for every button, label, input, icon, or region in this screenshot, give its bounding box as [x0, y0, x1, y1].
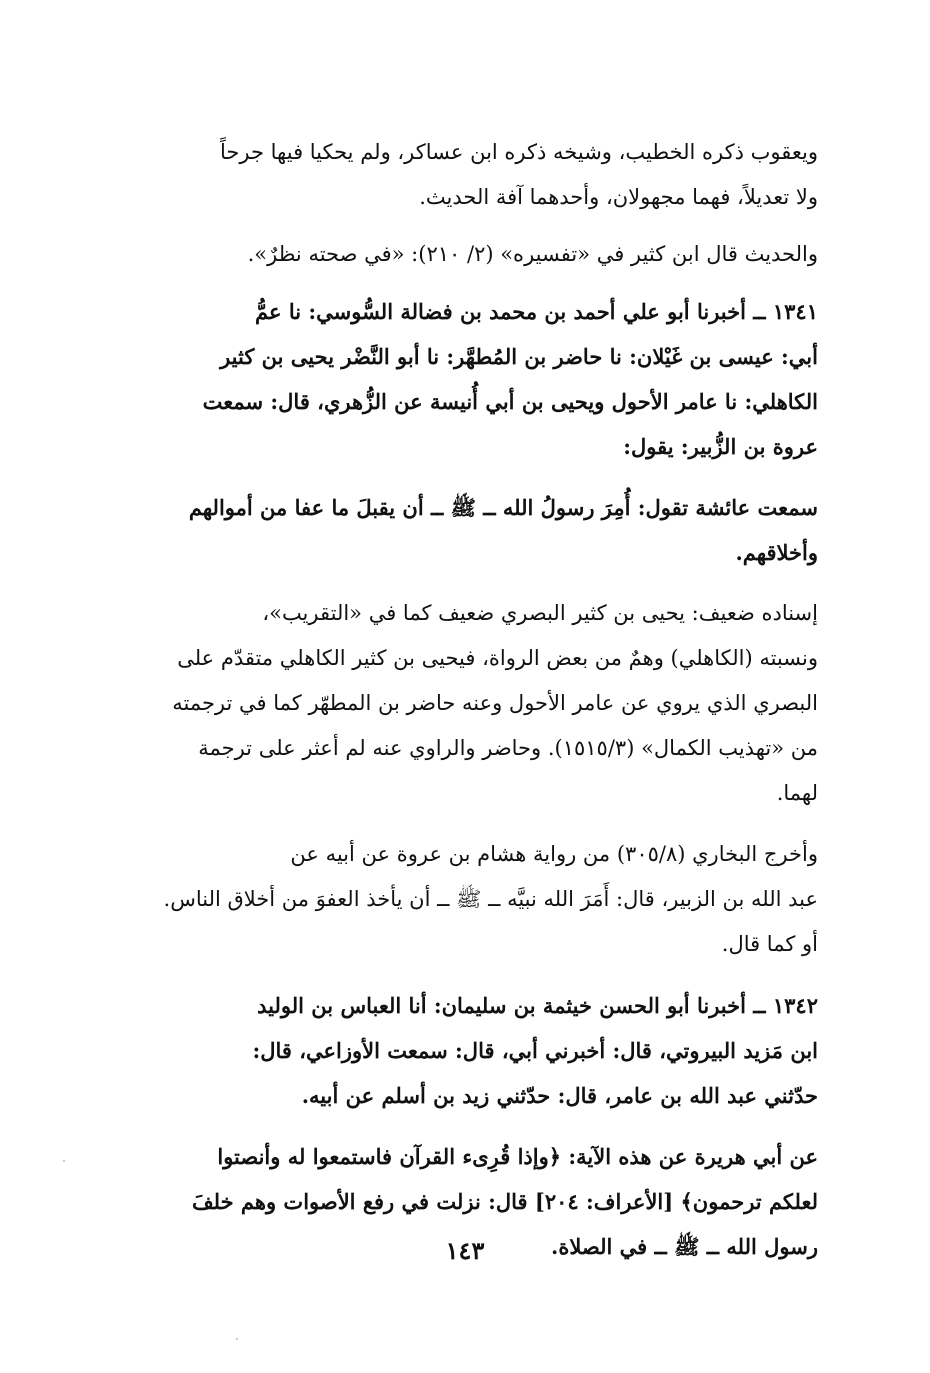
hadith-1341-matn: [128, 485, 818, 575]
text-line: حدّثني عبد الله بن عامر، قال: حدّثني زيد بن أسلم عن أبيه.: [301, 1083, 818, 1108]
text-line: إسناده ضعيف: يحيى بن كثير البصري ضعيف كما في «التقريب»،: [262, 601, 818, 625]
paragraph-narrators-unknown: [128, 130, 818, 220]
text-line: عروة بن الزُّبير: يقول:: [623, 434, 818, 459]
paragraph-ibn-kathir-note: [128, 232, 818, 277]
text-line: عبد الله بن الزبير، قال: أَمَرَ الله نبيَّه ــ ﷺ ــ أن يأخذ العفوَ من أخلاق الناس.: [163, 887, 818, 911]
text-line: والحديث قال ابن كثير في «تفسيره» (٢/ ٢١٠): «في صحته نظرٌ».: [247, 242, 818, 266]
text-line: رسول الله ــ ﷺ ــ في الصلاة.: [551, 1234, 818, 1259]
hadith-1341-isnad: [128, 289, 818, 469]
scan-speck: [63, 1160, 65, 1162]
paragraph-isnad-grading: [128, 591, 818, 816]
text-line: ويعقوب ذكره الخطيب، وشيخه ذكره ابن عساكر، ولم يحكيا فيها جرحاً: [220, 140, 818, 164]
text-line: لعلكم ترحمون﴾ [الأعراف: ٢٠٤] قال: نزلت في رفع الأصوات وهم خلفَ: [191, 1189, 818, 1214]
text-line: وأخلاقهم.: [735, 540, 818, 565]
text-line: ونسبته (الكاهلي) وهمٌ من بعض الرواة، فيحيى بن كثير الكاهلي متقدّم على: [177, 646, 818, 670]
text-line: وأخرج البخاري (٣٠٥/٨) من رواية هشام بن عروة عن أبيه عن: [290, 842, 818, 866]
text-line: ابن مَزيد البيروتي، قال: أخبرني أبي، قال: سمعت الأوزاعي، قال:: [252, 1038, 818, 1063]
scan-speck: [236, 1338, 238, 1340]
text-line: ١٣٤١ ــ أخبرنا أبو علي أحمد بن محمد بن فضالة السُّوسي: نا عمُّ: [255, 299, 818, 324]
text-line: الكاهلي: نا عامر الأحول ويحيى بن أبي أُنيسة عن الزُّهري، قال: سمعت: [202, 389, 818, 414]
page-number: ١٤٣: [445, 1236, 485, 1265]
text-line: أبي: عيسى بن غَيْلان: نا حاضر بن المُطهَّر: نا أبو النَّضْر يحيى بن كثير: [220, 344, 818, 369]
text-line: من «تهذيب الكمال» (١٥١٥/٣). وحاضر والراوي عنه لم أعثر على ترجمة: [198, 736, 818, 760]
text-line: ١٣٤٢ ــ أخبرنا أبو الحسن خيثمة بن سليمان: أنا العباس بن الوليد: [257, 993, 818, 1018]
text-line: عن أبي هريرة عن هذه الآية: ﴿وإذا قُرِىء القرآن فاستمعوا له وأنصتوا: [217, 1144, 818, 1169]
text-line: ولا تعديلاً، فهما مجهولان، وأحدهما آفة الحديث.: [419, 185, 818, 209]
paragraph-bukhari-reference: [128, 832, 818, 967]
text-line: أو كما قال.: [721, 932, 818, 956]
text-line: لهما.: [776, 781, 818, 805]
text-line: سمعت عائشة تقول: أُمِرَ رسولُ الله ــ ﷺ ــ أن يقبلَ ما عفا من أموالهم: [188, 495, 818, 520]
hadith-1342-isnad: [128, 983, 818, 1118]
page-body: [128, 130, 818, 1269]
text-line: البصري الذي يروي عن عامر الأحول وعنه حاضر بن المطهّر كما في ترجمته: [172, 691, 818, 715]
